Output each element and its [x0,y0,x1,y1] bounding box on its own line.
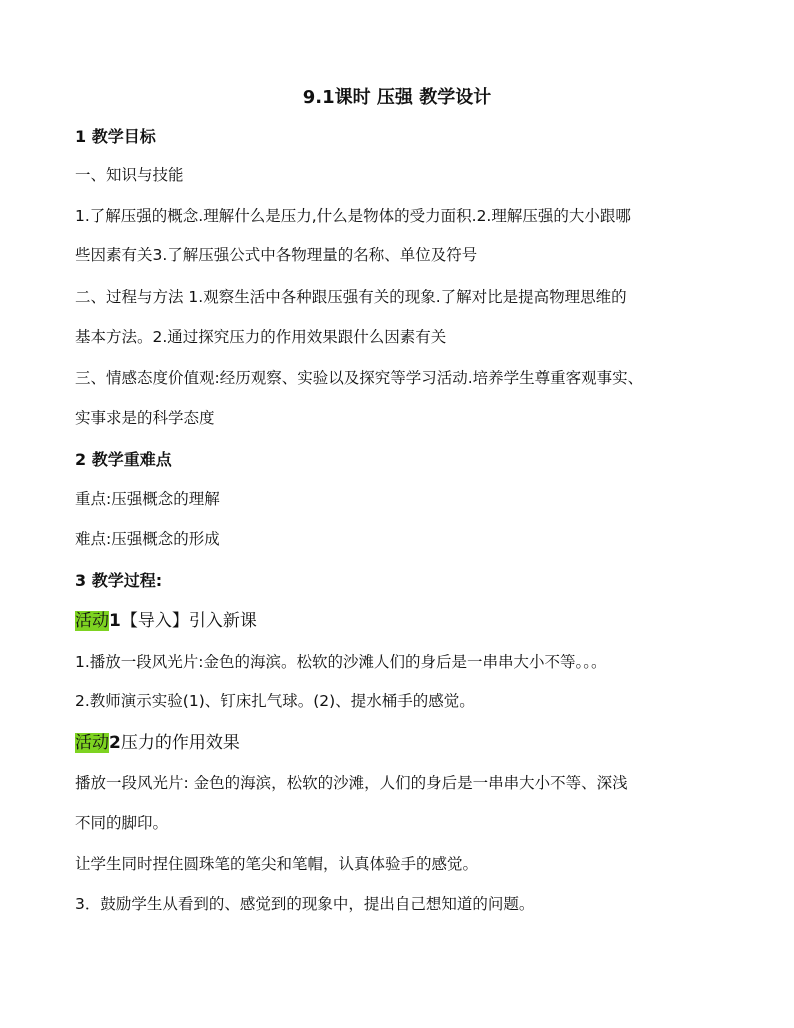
paragraph-line: 让学生同时捏住圆珠笔的笔尖和笔帽，认真体验手的感觉。 [75,855,479,873]
section-heading-key-points: 2 教学重难点 [75,450,172,469]
paragraph-line: 播放一段风光片: 金色的海滨，松软的沙滩，人们的身后是一串串大小不等、深浅 [75,774,628,792]
section-heading-process: 3 教学过程: [75,571,163,590]
activity-number: 2 [109,733,121,753]
paragraph-line: 不同的脚印。 [75,814,169,832]
paragraph-line: 2.教师演示实验(1)、钉床扎气球。(2)、提水桶手的感觉。 [75,692,475,710]
paragraph-line: 些因素有关3.了解压强公式中各物理量的名称、单位及符号 [75,246,478,264]
activity-title: 压力的作用效果 [120,733,240,753]
document-title: 9.1课时 压强 教学设计 [302,87,492,108]
paragraph-line: 二、过程与方法 1.观察生活中各种跟压强有关的现象.了解对比是提高物理思维的 [75,288,627,306]
paragraph-line: 基本方法。2.通过探究压力的作用效果跟什么因素有关 [75,328,447,346]
paragraph-line: 1.了解压强的概念.理解什么是压力,什么是物体的受力面积.2.理解压强的大小跟哪 [75,207,631,225]
paragraph-line: 实事求是的科学态度 [75,409,215,427]
activity-2-heading [75,732,240,754]
activity-tag: 活动 [75,733,109,753]
activity-title: 【导入】引入新课 [120,611,257,631]
activity-number: 1 [109,611,121,631]
paragraph-line: 3．鼓励学生从看到的、感觉到的现象中，提出自己想知道的问题。 [75,895,535,913]
activity-tag: 活动 [75,611,109,631]
paragraph-line: 1.播放一段风光片:金色的海滨。松软的沙滩人们的身后是一串串大小不等。。。 [75,653,607,671]
paragraph-line: 三、情感态度价值观:经历观察、实验以及探究等学习活动.培养学生尊重客观事实、 [75,369,644,387]
paragraph-line: 一、知识与技能 [75,166,184,184]
paragraph-line: 难点:压强概念的形成 [75,530,220,548]
paragraph-line: 重点:压强概念的理解 [75,490,220,508]
activity-1-heading [75,610,257,632]
section-heading-objectives: 1 教学目标 [75,127,156,146]
